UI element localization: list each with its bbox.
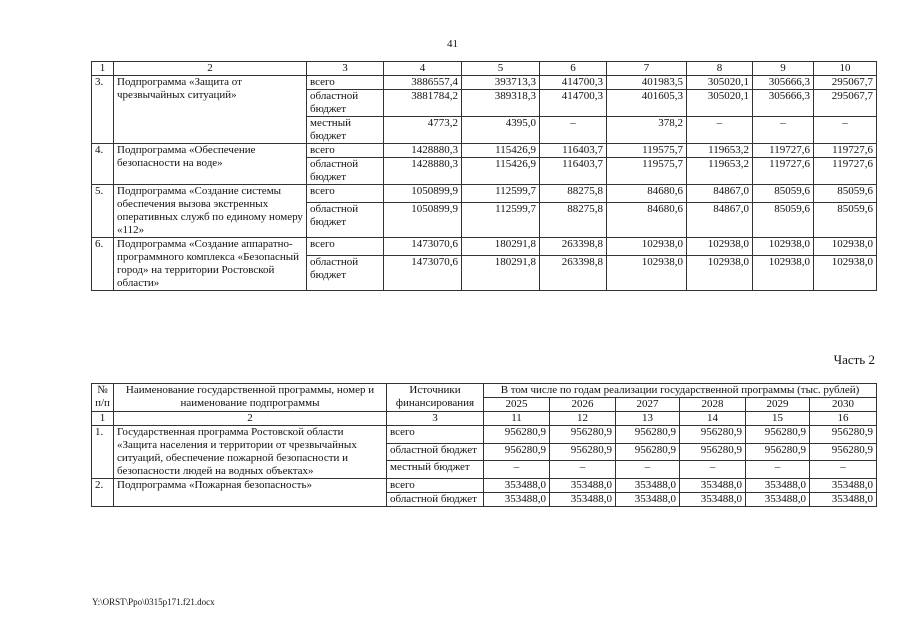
column-number-cell: 9 [753, 62, 814, 76]
column-number-cell: 14 [680, 412, 746, 426]
column-number-cell: 1 [92, 412, 114, 426]
column-number-cell: 12 [550, 412, 616, 426]
table-row [92, 426, 877, 444]
value-cell: 84867,0 [687, 203, 753, 238]
value-cell: – [680, 461, 746, 479]
value-cell: 305666,3 [753, 90, 814, 117]
value-cell: 1050899,9 [384, 185, 462, 203]
value-cell: 102938,0 [753, 256, 814, 291]
value-cell: 956280,9 [746, 443, 810, 461]
value-cell: 295067,7 [814, 76, 877, 90]
value-cell: – [616, 461, 680, 479]
value-cell: – [753, 117, 814, 144]
funding-source: областной бюджет [387, 443, 484, 461]
value-cell: 956280,9 [550, 443, 616, 461]
table-row [92, 479, 877, 493]
column-number-cell: 10 [814, 62, 877, 76]
value-cell: 102938,0 [607, 256, 687, 291]
value-cell: 353488,0 [616, 479, 680, 493]
value-cell: 102938,0 [814, 256, 877, 291]
value-cell: 956280,9 [680, 443, 746, 461]
funding-source: областной бюджет [307, 158, 384, 185]
value-cell: 353488,0 [746, 493, 810, 507]
funding-source: областной бюджет [387, 493, 484, 507]
value-cell: 353488,0 [550, 493, 616, 507]
row-number: 3. [92, 76, 114, 144]
funding-source: областной бюджет [307, 203, 384, 238]
column-number-row [92, 62, 877, 76]
value-cell: 305666,3 [753, 76, 814, 90]
program-name: Подпрограмма «Создание системы обеспечения вызова экстренных оперативных служб по единому номеру «112» [114, 185, 307, 238]
column-number-cell: 15 [746, 412, 810, 426]
column-number-cell: 2 [114, 62, 307, 76]
column-number-row [92, 412, 877, 426]
value-cell: 85059,6 [753, 185, 814, 203]
value-cell: – [687, 117, 753, 144]
value-cell: 85059,6 [753, 203, 814, 238]
value-cell: 956280,9 [550, 426, 616, 444]
value-cell: 353488,0 [680, 479, 746, 493]
value-cell: 353488,0 [810, 479, 877, 493]
value-cell: 119575,7 [607, 158, 687, 185]
value-cell: 956280,9 [616, 443, 680, 461]
value-cell: 956280,9 [484, 443, 550, 461]
value-cell: 353488,0 [550, 479, 616, 493]
value-cell: 393713,3 [462, 76, 540, 90]
column-number-cell: 8 [687, 62, 753, 76]
value-cell: 119727,6 [753, 158, 814, 185]
value-cell: – [540, 117, 607, 144]
value-cell: 88275,8 [540, 185, 607, 203]
year-cell: 2025 [484, 398, 550, 412]
value-cell: 102938,0 [814, 238, 877, 256]
column-number-cell: 3 [387, 412, 484, 426]
program-name: Подпрограмма «Защита от чрезвычайных ситуаций» [114, 76, 307, 144]
row-number: 4. [92, 144, 114, 185]
column-number-cell: 16 [810, 412, 877, 426]
column-number-cell: 3 [307, 62, 384, 76]
column-number-cell: 1 [92, 62, 114, 76]
column-number-cell: 4 [384, 62, 462, 76]
value-cell: 119727,6 [814, 158, 877, 185]
funding-source: местный бюджет [387, 461, 484, 479]
value-cell: 1050899,9 [384, 203, 462, 238]
value-cell: 84680,6 [607, 203, 687, 238]
funding-source: всего [307, 238, 384, 256]
column-number-cell: 7 [607, 62, 687, 76]
value-cell: 112599,7 [462, 185, 540, 203]
value-cell: 85059,6 [814, 185, 877, 203]
value-cell: 956280,9 [616, 426, 680, 444]
value-cell: 102938,0 [753, 238, 814, 256]
value-cell: 956280,9 [810, 443, 877, 461]
value-cell: 305020,1 [687, 90, 753, 117]
financing-table-part2 [91, 383, 877, 507]
funding-source: областной бюджет [307, 256, 384, 291]
value-cell: 353488,0 [680, 493, 746, 507]
column-number-cell: 13 [616, 412, 680, 426]
funding-source: областной бюджет [307, 90, 384, 117]
value-cell: 119653,2 [687, 158, 753, 185]
table-row [92, 238, 877, 256]
value-cell: 116403,7 [540, 158, 607, 185]
value-cell: 3881784,2 [384, 90, 462, 117]
header-name: Наименование государственной программы, номер и наименование подпрограммы [114, 384, 387, 412]
funding-source: всего [307, 185, 384, 203]
header-years-title: В том числе по годам реализации государственной программы (тыс. рублей) [484, 384, 877, 398]
value-cell: 401605,3 [607, 90, 687, 117]
table-row [92, 144, 877, 158]
value-cell: 1428880,3 [384, 144, 462, 158]
program-name: Государственная программа Ростовской области «Защита населения и территории от чрезвычайных ситуаций, обеспечение пожарной безопасности и безопасности людей на водных объектах» [114, 426, 387, 479]
value-cell: 1473070,6 [384, 256, 462, 291]
value-cell: 956280,9 [746, 426, 810, 444]
value-cell: 305020,1 [687, 76, 753, 90]
header-row [92, 384, 877, 398]
program-name: Подпрограмма «Создание аппаратно-программного комплекса «Безопасный город» на территории Ростовской области» [114, 238, 307, 291]
value-cell: 119727,6 [753, 144, 814, 158]
value-cell: – [550, 461, 616, 479]
value-cell: 414700,3 [540, 90, 607, 117]
value-cell: 1428880,3 [384, 158, 462, 185]
value-cell: 4773,2 [384, 117, 462, 144]
funding-source: всего [387, 479, 484, 493]
value-cell: 401983,5 [607, 76, 687, 90]
header-num: № п/п [92, 384, 114, 412]
value-cell: 956280,9 [484, 426, 550, 444]
value-cell: 353488,0 [616, 493, 680, 507]
year-cell: 2029 [746, 398, 810, 412]
year-cell: 2026 [550, 398, 616, 412]
program-name: Подпрограмма «Пожарная безопасность» [114, 479, 387, 507]
header-source: Источники финансирования [387, 384, 484, 412]
column-number-cell: 5 [462, 62, 540, 76]
value-cell: 84867,0 [687, 185, 753, 203]
row-number: 6. [92, 238, 114, 291]
value-cell: 414700,3 [540, 76, 607, 90]
part-label: Часть 2 [833, 352, 875, 367]
table-row [92, 76, 877, 90]
column-number-cell: 11 [484, 412, 550, 426]
funding-source: местный бюджет [307, 117, 384, 144]
value-cell: 85059,6 [814, 203, 877, 238]
row-number: 1. [92, 426, 114, 479]
value-cell: – [814, 117, 877, 144]
value-cell: 102938,0 [687, 238, 753, 256]
value-cell: 956280,9 [810, 426, 877, 444]
value-cell: 956280,9 [680, 426, 746, 444]
value-cell: 102938,0 [687, 256, 753, 291]
value-cell: 1473070,6 [384, 238, 462, 256]
value-cell: 353488,0 [746, 479, 810, 493]
year-cell: 2027 [616, 398, 680, 412]
value-cell: – [484, 461, 550, 479]
value-cell: 115426,9 [462, 158, 540, 185]
value-cell: 119653,2 [687, 144, 753, 158]
value-cell: 378,2 [607, 117, 687, 144]
value-cell: 353488,0 [810, 493, 877, 507]
value-cell: 180291,8 [462, 238, 540, 256]
row-number: 2. [92, 479, 114, 507]
value-cell: 263398,8 [540, 238, 607, 256]
funding-source: всего [387, 426, 484, 444]
funding-source: всего [307, 144, 384, 158]
page-number: 41 [447, 38, 458, 50]
column-number-cell: 6 [540, 62, 607, 76]
column-number-cell: 2 [114, 412, 387, 426]
value-cell: 4395,0 [462, 117, 540, 144]
value-cell: 295067,7 [814, 90, 877, 117]
table-row [92, 185, 877, 203]
year-cell: 2030 [810, 398, 877, 412]
value-cell: 112599,7 [462, 203, 540, 238]
value-cell: 84680,6 [607, 185, 687, 203]
program-name: Подпрограмма «Обеспечение безопасности на воде» [114, 144, 307, 185]
value-cell: 102938,0 [607, 238, 687, 256]
value-cell: 119727,6 [814, 144, 877, 158]
file-path-footer: Y:\ORST\Ppo\0315p171.f21.docx [92, 597, 215, 607]
financing-table-part1 [91, 61, 877, 291]
value-cell: – [810, 461, 877, 479]
row-number: 5. [92, 185, 114, 238]
value-cell: 88275,8 [540, 203, 607, 238]
value-cell: 119575,7 [607, 144, 687, 158]
value-cell: 180291,8 [462, 256, 540, 291]
year-cell: 2028 [680, 398, 746, 412]
value-cell: 263398,8 [540, 256, 607, 291]
value-cell: – [746, 461, 810, 479]
value-cell: 3886557,4 [384, 76, 462, 90]
value-cell: 389318,3 [462, 90, 540, 117]
funding-source: всего [307, 76, 384, 90]
value-cell: 353488,0 [484, 493, 550, 507]
value-cell: 353488,0 [484, 479, 550, 493]
value-cell: 116403,7 [540, 144, 607, 158]
value-cell: 115426,9 [462, 144, 540, 158]
